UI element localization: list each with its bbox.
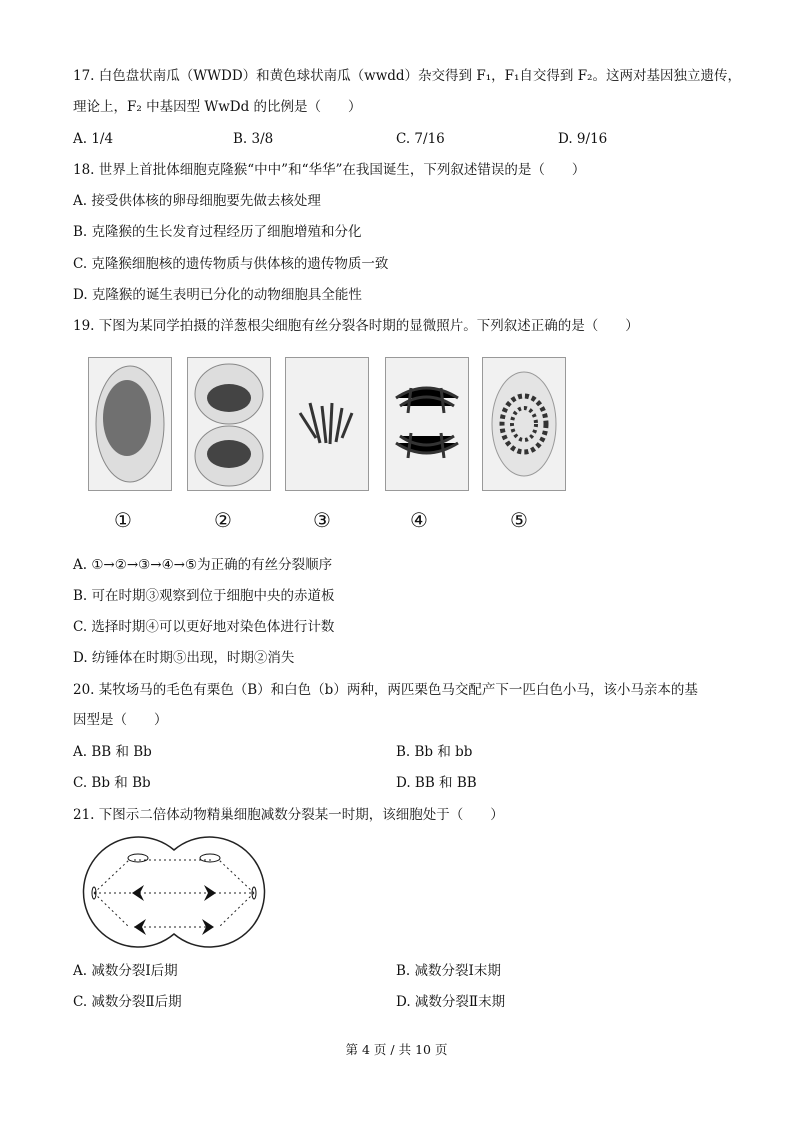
q19-option-b: B. 可在时期③观察到位于细胞中央的赤道板 (73, 588, 335, 604)
micrograph-label-3: ③ (313, 508, 331, 532)
q17-stem-line2: 理论上，F₂ 中基因型 WwDd 的比例是（ ） (73, 99, 362, 115)
q20-option-d: D. BB 和 BB (396, 775, 477, 791)
micrograph-3 (285, 357, 369, 491)
q20-option-a: A. BB 和 Bb (73, 744, 152, 760)
q19-option-a: A. ①→②→③→④→⑤为正确的有丝分裂顺序 (73, 557, 333, 573)
micrograph-2 (187, 357, 271, 491)
q17-stem-line1: 17. 白色盘状南瓜（WWDD）和黄色球状南瓜（wwdd）杂交得到 F₁，F₁自交得到 F₂。这两对基因独立遗传， (73, 68, 741, 84)
micrograph-label-2: ② (214, 508, 232, 532)
q18-stem: 18. 世界上首批体细胞克隆猴“中中”和“华华”在我国诞生，下列叙述错误的是（ ） (73, 162, 586, 178)
q20-option-c: C. Bb 和 Bb (73, 775, 151, 791)
q19-option-c: C. 选择时期④可以更好地对染色体进行计数 (73, 619, 335, 635)
q18-option-b: B. 克隆猴的生长发育过程经历了细胞增殖和分化 (73, 224, 362, 240)
q17-option-b: B. 3/8 (233, 131, 274, 147)
q21-option-a: A. 减数分裂Ⅰ后期 (73, 963, 178, 979)
q20-option-b: B. Bb 和 bb (396, 744, 473, 760)
q21-option-c: C. 减数分裂Ⅱ后期 (73, 994, 182, 1010)
q21-option-d: D. 减数分裂Ⅱ末期 (396, 994, 506, 1010)
micrograph-label-1: ① (114, 508, 132, 532)
q21-stem: 21. 下图示二倍体动物精巢细胞减数分裂某一时期，该细胞处于（ ） (73, 807, 504, 823)
q20-stem-line2: 因型是（ ） (73, 712, 168, 728)
page-footer: 第 4 页 / 共 10 页 (345, 1042, 448, 1057)
micrograph-1 (88, 357, 172, 491)
q20-stem-line1: 20. 某牧场马的毛色有栗色（B）和白色（b）两种，两匹栗色马交配产下一匹白色小马，该小马亲本的基 (73, 682, 698, 698)
q18-option-d: D. 克隆猴的诞生表明已分化的动物细胞具全能性 (73, 287, 362, 303)
q18-option-c: C. 克隆猴细胞核的遗传物质与供体核的遗传物质一致 (73, 256, 389, 272)
q21-option-b: B. 减数分裂Ⅰ末期 (396, 963, 501, 979)
q18-option-a: A. 接受供体核的卵母细胞要先做去核处理 (73, 193, 321, 209)
micrograph-4 (385, 357, 469, 491)
q19-stem: 19. 下图为某同学拍摄的洋葱根尖细胞有丝分裂各时期的显微照片。下列叙述正确的是（ ） (73, 318, 639, 334)
q17-option-c: C. 7/16 (396, 131, 445, 147)
q19-option-d: D. 纺锤体在时期⑤出现，时期②消失 (73, 650, 295, 666)
micrograph-label-4: ④ (410, 508, 428, 532)
micrograph-5 (482, 357, 566, 491)
micrograph-label-5: ⑤ (510, 508, 528, 532)
q17-option-d: D. 9/16 (558, 131, 608, 147)
q17-option-a: A. 1/4 (73, 131, 114, 147)
meiosis-cell-diagram (74, 832, 274, 952)
